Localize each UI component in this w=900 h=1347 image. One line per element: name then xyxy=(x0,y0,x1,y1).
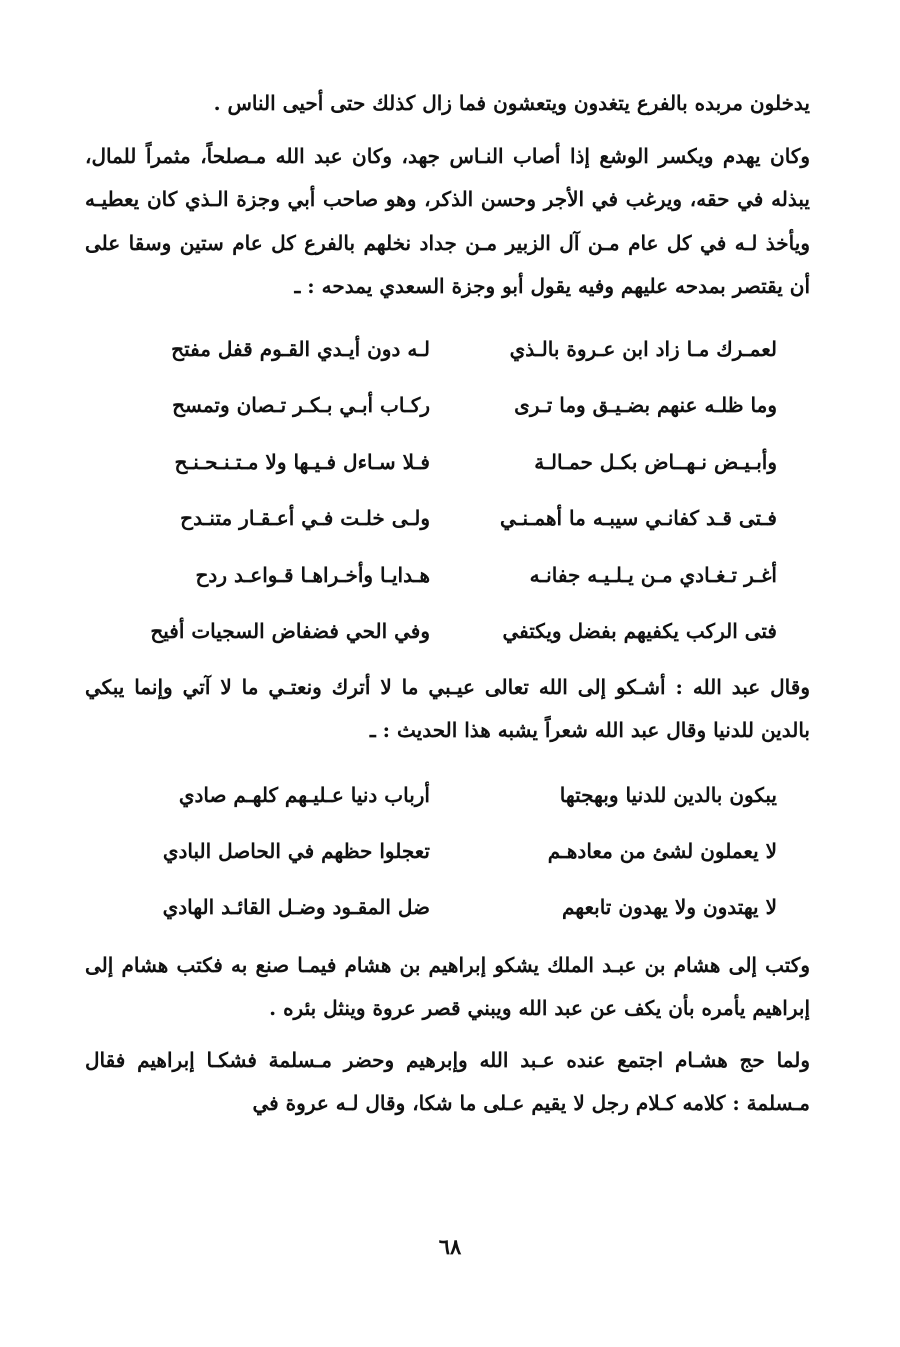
verse-second-hemistich: هـدايـا وأخـراهـا قـواعـد ردح xyxy=(195,562,430,587)
poem-abu-wajza xyxy=(85,321,810,660)
verse-first-hemistich: فتى الركب يكفيهم بفضل ويكتفي xyxy=(502,619,777,644)
poem-verse xyxy=(85,603,810,660)
verse-second-hemistich: ولـى خلـت فـي أعـقـار متنـدح xyxy=(180,506,430,531)
verse-first-hemistich: لا يهتدون ولا يهدون تابعهم xyxy=(561,894,777,919)
verse-second-hemistich: أرباب دنيا عـليـهم كلهـم صادي xyxy=(178,782,430,807)
verse-second-hemistich: ضل المقـود وضـل القائـد الهادي xyxy=(162,894,430,919)
poem-verse xyxy=(85,321,810,378)
verse-second-hemistich: ركـاب أبـي بـكـر تـصان وتمسح xyxy=(172,393,430,418)
poem-verse xyxy=(85,879,810,935)
verse-first-hemistich: أغـر تـغـادي مـن يـلـيـه جفانـه xyxy=(529,562,777,587)
verse-first-hemistich: فـتى قـد كفانـي سيبـه ما أهمـنـي xyxy=(500,506,777,531)
page-body xyxy=(85,82,810,1126)
verse-first-hemistich: وأبـيـض نـهــاض بكـل حمـالـة xyxy=(534,449,777,474)
poem-abdallah xyxy=(85,767,810,935)
poem-verse xyxy=(85,823,810,879)
verse-second-hemistich: فـلا سـاءل فـيـها ولا مـتـنـحـنـح xyxy=(174,449,430,474)
verse-first-hemistich: لا يعملون لشئ من معادهـم xyxy=(547,838,777,863)
paragraph-hisham-letter: وكتب إلى هشام بن عبـد الملك يشكو إبراهيم بن هشام فيمـا صنع به فكتب هشام إلى إبراهيم يأمره بأن يكف عن عبد الله ويبني قصر عروة وينثل بئره . xyxy=(85,952,810,1020)
poem-verse xyxy=(85,377,810,434)
page-number: ٦٨ xyxy=(438,1234,462,1259)
verse-first-hemistich: يبكون بالدين للدنيا وبهجتها xyxy=(559,782,777,807)
paragraph-opening: يدخلون مربده بالفرع يتغدون ويتعشون فما زال كذلك حتى أحيى الناس . xyxy=(213,91,810,115)
paragraph-hisham-pilgrimage: ولما حج هشـام اجتمع عنده عـبد الله وإبرهيم وحضر مـسلمة فشكـا إبراهيم فقال مـسلمة : كلامه كـلام رجل لا يقيم عـلى ما شكا، وقال لـه عروة في xyxy=(85,1047,810,1115)
paragraph-abdallah-praise: وكان يهدم ويكسر الوشع إذا أصاب النـاس جهد، وكان عبد الله مـصلحاً، مثمراً للمال، يبذله في حقه، ويرغب في الأجر وحسن الذكر، وهو صاحب أبي وجزة الـذي كان يعطيـه ويأخذ لـه في كل عام مـن آل الزبير مـن جداد نخلهم بالفرع كل عام ستين وسقا على أن يقتصر بمدحه عليهم وفيه يقول أبو وجزة السعدي يمدحه : ـ xyxy=(85,143,810,298)
verse-second-hemistich: وفي الحي فضفاض السجيات أفيح xyxy=(150,619,430,644)
verse-first-hemistich: وما ظلـه عنهم بضـيـق وما تـرى xyxy=(514,393,777,418)
paragraph-abdallah-complaint: وقال عبد الله : أشـكو إلى الله تعالى عيـبي ما لا أترك ونعتـي ما لا آتي وإنما يبكي بالدين للدنيا وقال عبد الله شعراً يشبه هذا الحديث : ـ xyxy=(85,674,810,742)
poem-verse xyxy=(85,490,810,547)
poem-verse xyxy=(85,434,810,491)
verse-first-hemistich: لعمـرك مـا زاد ابن عـروة بالـذي xyxy=(509,336,777,361)
poem-verse xyxy=(85,767,810,823)
verse-second-hemistich: تعجلوا حظهم في الحاصل البادي xyxy=(162,838,430,863)
poem-verse xyxy=(85,547,810,604)
verse-second-hemistich: لـه دون أيـدي القـوم قفل مفتح xyxy=(171,336,430,361)
